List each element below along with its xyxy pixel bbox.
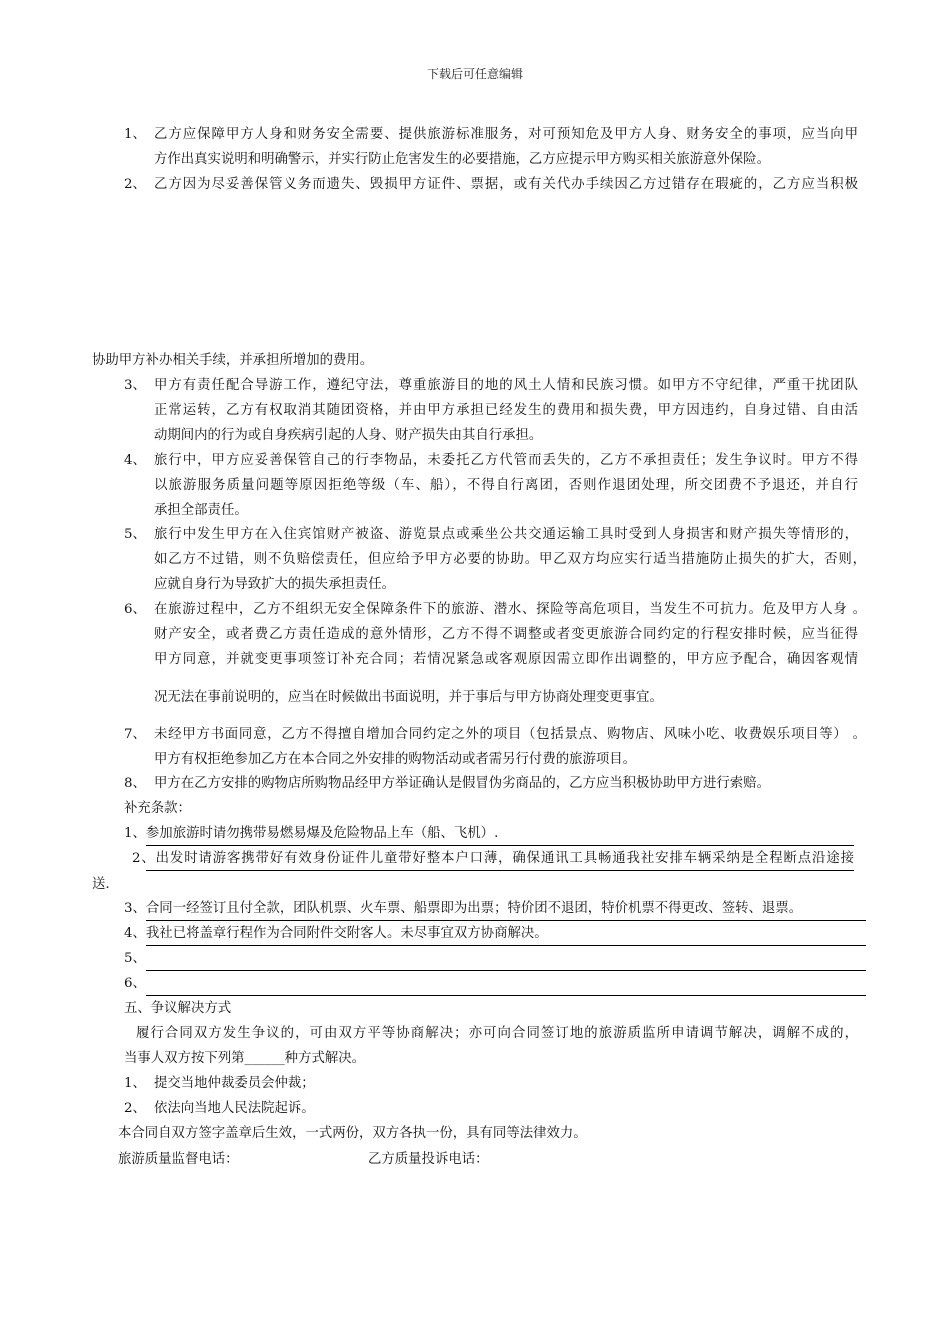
supervision-phone-label: 旅游质量监督电话： — [118, 1152, 239, 1167]
item-5-line-3: 应就自身行为导致扩大的损失承担责任。 — [154, 577, 396, 592]
item-2-continued: 协助甲方补办相关手续，并承担所增加的费用。 — [92, 353, 374, 368]
item-5-line-2: 如乙方不过错，则不负赔偿责任，但应给予甲方必要的协助。甲乙双方均应实行适当措施防止损失的扩大，否则， — [154, 552, 866, 567]
item-3-line-1: 甲方有责任配合导游工作，遵纪守法，尊重旅游目的地的风土人情和民族习惯。如甲方不守纪律，严重干扰团队 — [154, 378, 858, 393]
complaint-phone-label: 乙方质量投诉电话： — [368, 1152, 489, 1167]
dispute-option-1-number: 1、 — [124, 1076, 146, 1091]
dispute-option-1: 提交当地仲裁委员会仲裁； — [154, 1076, 315, 1091]
dispute-option-2-number: 2、 — [124, 1101, 146, 1116]
item-8-number: 8、 — [124, 776, 146, 791]
supplement-clause-4: 4、我社已将盖章行程作为合同附件交附客人。未尽事宜双方协商解决。 — [124, 926, 548, 941]
item-5-number: 5、 — [124, 527, 146, 542]
item-4-line-1: 旅行中，甲方应妥善保管自己的行李物品，未委托乙方代管而丢失的，乙方不承担责任；发生争议时。甲方不得 — [154, 453, 858, 468]
item-4-number: 4、 — [124, 453, 146, 468]
supplement-clause-2: 2、出发时请游客携带好有效身份证件儿童带好整本户口薄，确保通讯工具畅通我社安排车辆采纳是全程断点沿途接 — [132, 851, 854, 866]
contract-effect-statement: 本合同自双方签字盖章后生效，一式两份，双方各执一份，具有同等法律效力。 — [118, 1126, 587, 1141]
item-1-number: 1、 — [124, 127, 146, 142]
item-4-line-2: 以旅游服务质量问题等原因拒绝等级（车、船），不得自行离团，否则作退团处理，所交团费不予退还，并自行 — [154, 478, 858, 493]
clause-5-underline — [146, 970, 866, 971]
supplement-clause-2-tail: 送. — [92, 877, 110, 892]
item-7-line-2: 甲方有权拒绝参加乙方在本合同之外安排的购物活动或者需另行付费的旅游项目。 — [154, 752, 637, 767]
item-1-line-1: 乙方应保障甲方人身和财务安全需要、提供旅游标准服务，对可预知危及甲方人身、财务安全的事项，应当向甲 — [154, 127, 858, 142]
item-8-text: 甲方在乙方安排的购物店所购物品经甲方举证确认是假冒伪劣商品的，乙方应当积极协助甲方进行索赔。 — [154, 776, 770, 791]
clause-4-underline — [146, 945, 866, 946]
dispute-paragraph-2: 当事人双方按下列第______种方式解决。 — [124, 1051, 366, 1066]
dispute-option-2: 依法向当地人民法院起诉。 — [154, 1101, 315, 1116]
clause-1-underline — [146, 845, 854, 846]
item-6-number: 6、 — [124, 602, 146, 617]
item-3-number: 3、 — [124, 378, 146, 393]
clause-3-underline — [146, 920, 866, 921]
item-4-line-3: 承担全部责任。 — [154, 503, 248, 518]
item-5-line-1: 旅行中发生甲方在入住宾馆财产被盗、游览景点或乘坐公共交通运输工具时受到人身损害和财产损失等情形的， — [154, 527, 858, 542]
supplement-clause-3: 3、合同一经签订且付全款，团队机票、火车票、船票即为出票；特价团不退团，特价机票不得更改、签转、退票。 — [124, 901, 803, 916]
item-1-line-2: 方作出真实说明和明确警示，并实行防止危害发生的必要措施，乙方应提示甲方购买相关旅游意外保险。 — [154, 152, 770, 167]
dispute-title: 五、争议解决方式 — [124, 1001, 232, 1016]
clause-6-underline — [146, 995, 866, 996]
item-2-line-1: 乙方因为尽妥善保管义务而遗失、毁损甲方证件、票据，或有关代办手续因乙方过错存在瑕疵的，乙方应当积极 — [154, 177, 858, 192]
item-7-line-1: 未经甲方书面同意，乙方不得擅自增加合同约定之外的项目（包括景点、购物店、风味小吃、收费娱乐项目等） 。 — [154, 727, 866, 742]
supplement-clause-1: 1、参加旅游时请勿携带易燃易爆及危险物品上车（船、飞机）. — [124, 826, 499, 841]
item-6-line-2: 财产安全，或者费乙方责任造成的意外情形，乙方不得不调整或者变更旅游合同约定的行程安排时候，应当征得 — [154, 627, 858, 642]
supplement-clause-5: 5、 — [124, 951, 146, 966]
item-2-number: 2、 — [124, 177, 146, 192]
dispute-paragraph-1: 履行合同双方发生争议的，可由双方平等协商解决；亦可向合同签订地的旅游质监所申请调节解决，调解不成的， — [136, 1026, 858, 1041]
item-6-tail: 况无法在事前说明的，应当在时候做出书面说明，并于事后与甲方协商处理变更事宜。 — [154, 690, 663, 705]
page-header: 下载后可任意编辑 — [426, 67, 523, 81]
item-7-number: 7、 — [124, 727, 146, 742]
item-3-line-3: 动期间内的行为或自身疾病引起的人身、财产损失由其自行承担。 — [154, 428, 543, 443]
item-6-line-1: 在旅游过程中，乙方不组织无安全保障条件下的旅游、潜水、探险等高危项目，当发生不可抗力。危及甲方人身 。 — [154, 602, 866, 617]
item-6-line-3: 甲方同意，并就变更事项签订补充合同；若情况紧急或客观原因需立即作出调整的，甲方应予配合，确因客观情 — [154, 652, 858, 667]
item-3-line-2: 正常运转，乙方有权取消其随团资格，并由甲方承担已经发生的费用和损失费，甲方因违约，自身过错、自由活 — [154, 403, 858, 418]
supplement-title: 补充条款： — [124, 801, 191, 816]
clause-2-underline — [146, 870, 854, 871]
supplement-clause-6: 6、 — [124, 976, 146, 991]
